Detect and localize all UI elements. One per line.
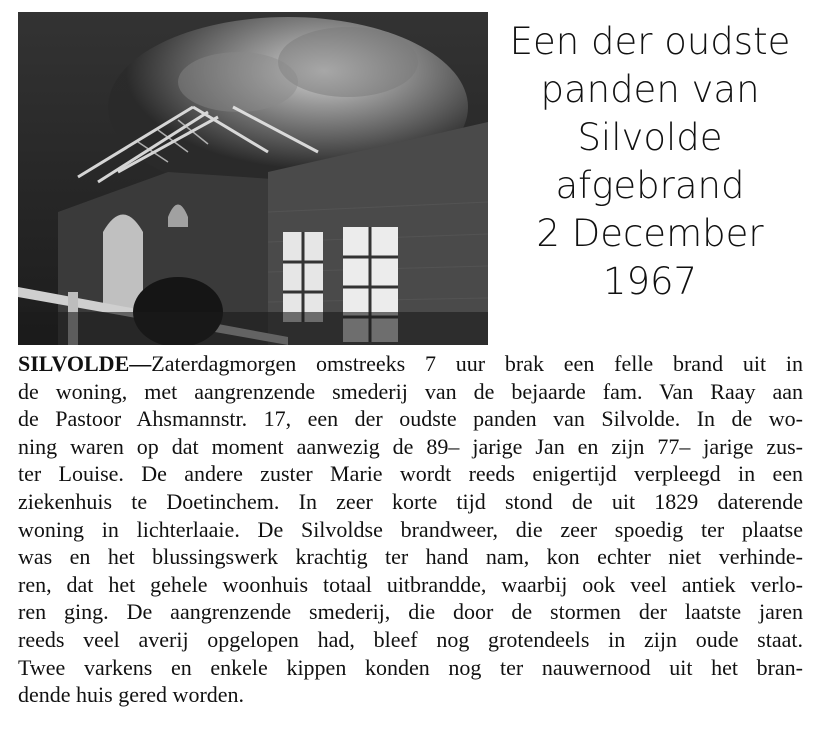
article-first-line-text: Zaterdagmorgen omstreeks 7 uur brak een felle brand uit in (151, 351, 803, 376)
article-line: ning waren op dat moment aanwezig de 89– jarige Jan en zijn 77– jarige zus- (18, 433, 803, 459)
headline-line: panden van (540, 68, 760, 111)
headline-line: Silvolde (577, 116, 723, 159)
headline-line: 1967 (602, 260, 698, 303)
article-first-line (18, 350, 803, 378)
article-line: ter Louise. De andere zuster Marie wordt reeds enigertijd verpleegd in een (18, 461, 803, 487)
headline-line: 2 December (536, 212, 764, 255)
article-line: Twee varkens en enkele kippen konden nog ter nauwernood uit het bran- (18, 654, 803, 680)
headline-line: Een der oudste (509, 20, 791, 63)
headline-line: afgebrand (555, 164, 745, 207)
article-line: ziekenhuis te Doetinchem. In zeer korte tijd stond de uit 1829 daterende (18, 488, 803, 514)
article-line: was en het blussingswerk krachtig ter hand nam, kon echter niet verhinde- (18, 544, 803, 570)
article-line: ren, dat het gehele woonhuis totaal uitbrandde, waarbij ook veel antiek verlo- (18, 571, 803, 597)
headline (500, 18, 800, 306)
article-line: de Pastoor Ahsmannstr. 17, een der oudste panden van Silvolde. In de wo- (18, 406, 803, 432)
article-body (18, 350, 803, 709)
article-line: woning in lichterlaaie. De Silvoldse brandweer, die zeer spoedig ter plaatse (18, 516, 803, 542)
article-line: dende huis gered worden. (18, 682, 245, 708)
article-line: reeds veel averij opgelopen had, bleef nog grotendeels in zijn oude staat. (18, 626, 803, 652)
article-line: de woning, met aangrenzende smederij van de bejaarde fam. Van Raay aan (18, 378, 803, 404)
article-lead: SILVOLDE— (18, 351, 152, 376)
fire-photo (18, 12, 488, 345)
article-line: ren ging. De aangrenzende smederij, die door de stormen der laatste jaren (18, 599, 803, 625)
